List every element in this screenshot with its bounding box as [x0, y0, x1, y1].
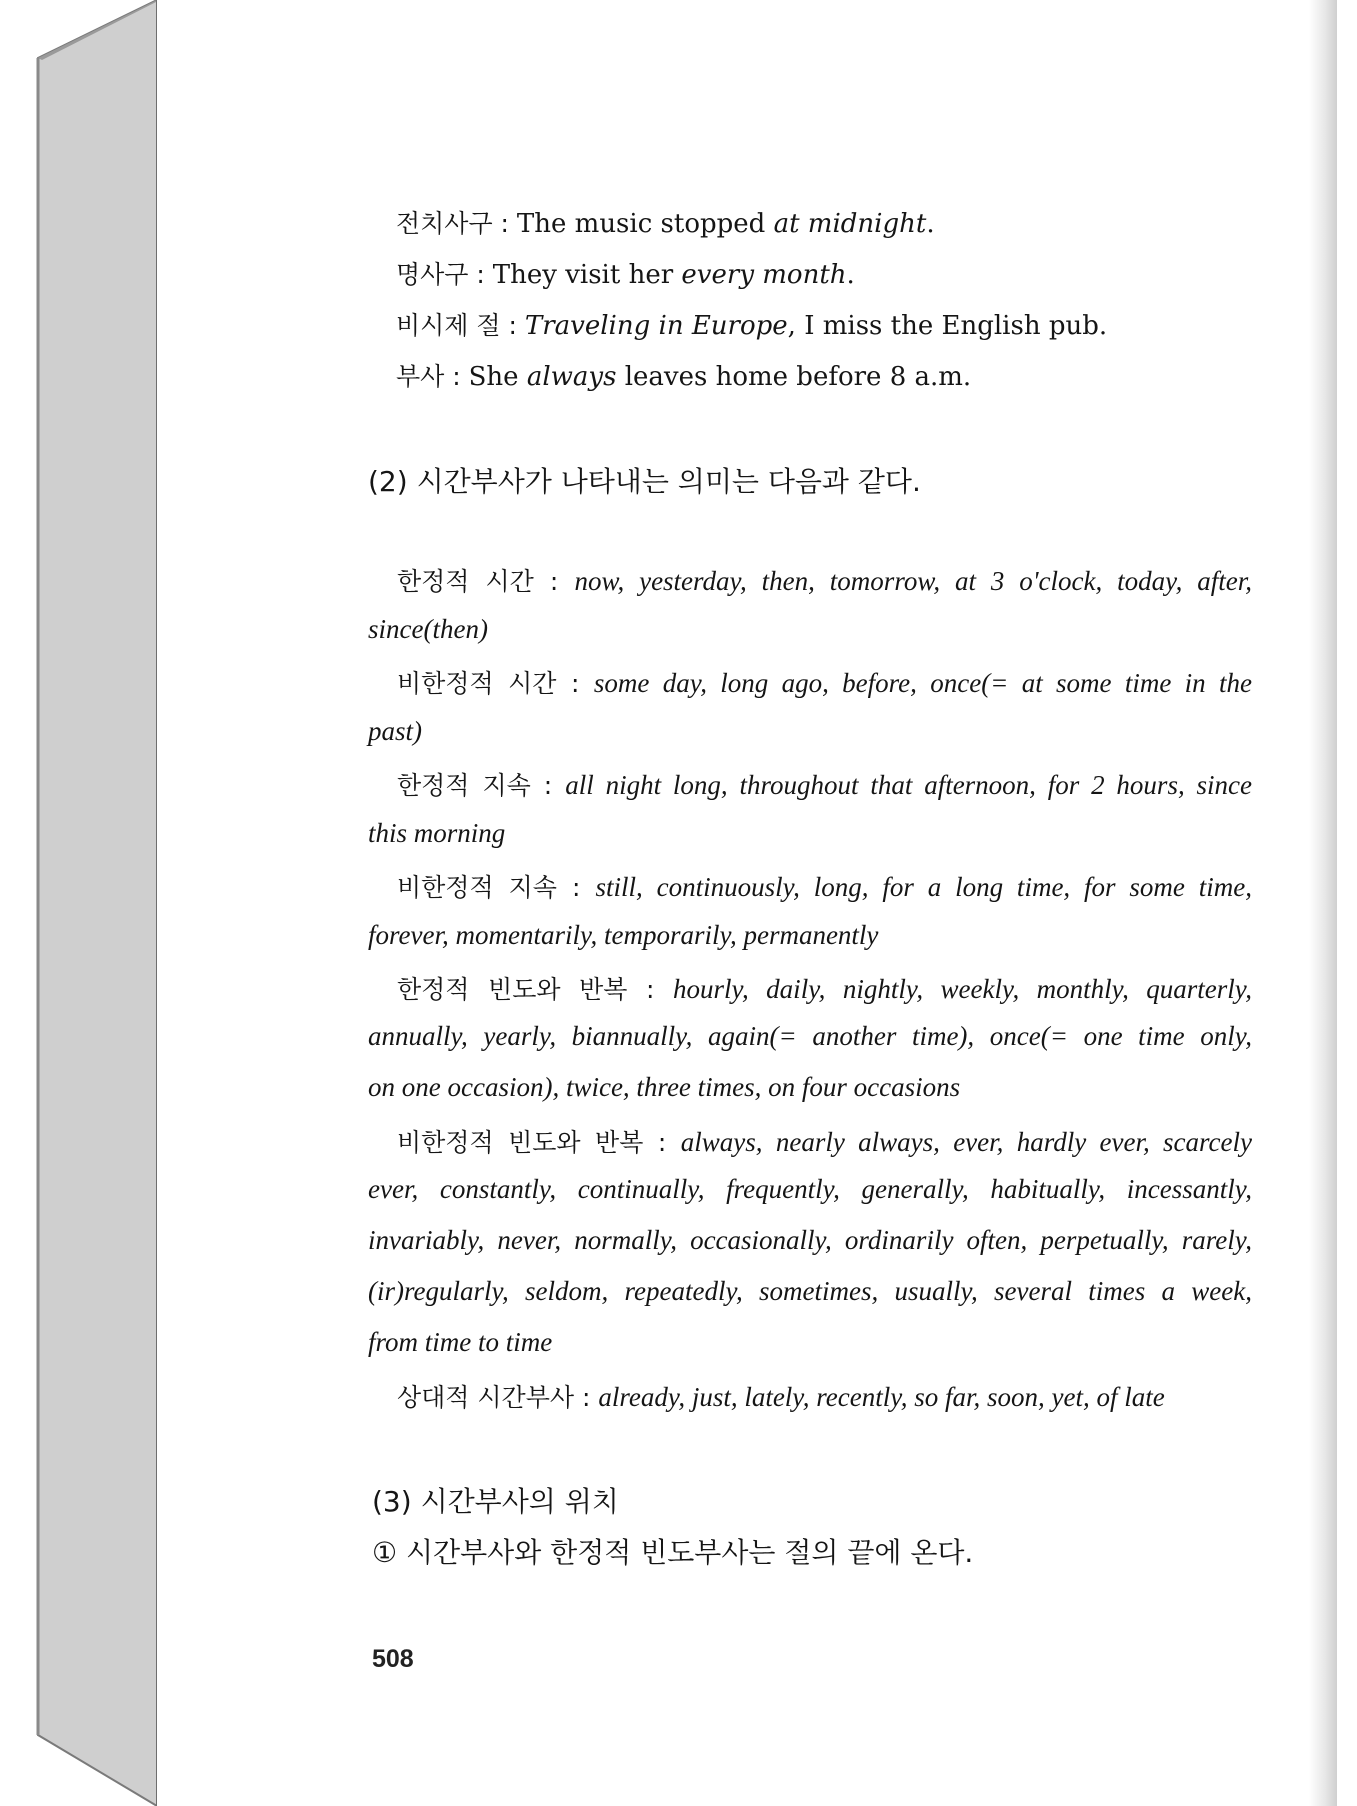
definition-line: past)	[368, 716, 422, 746]
definition-line: 한정적 빈도와 반복 : hourly, daily, nightly, weekly, monthly, quarterly,	[397, 974, 1252, 1004]
definition-line: since(then)	[368, 614, 488, 644]
definition-line: 한정적 지속 : all night long, throughout that afternoon, for 2 hours, since	[397, 770, 1253, 800]
example-label: 비시제 절 :	[396, 311, 525, 340]
example-text: She always leaves home before 8 a.m.	[468, 362, 972, 392]
page-number: 508	[372, 1645, 414, 1673]
example-label: 부사 :	[396, 362, 469, 391]
section-heading: (3) 시간부사의 위치	[372, 1485, 619, 1518]
definition-line: from time to time	[368, 1327, 553, 1357]
example-line	[396, 357, 971, 393]
definition-line: this morning	[368, 818, 506, 848]
definition-line: ever, constantly, continually, frequently, generally, habitually, incessantly,	[368, 1174, 1252, 1204]
definition-line: 비한정적 지속 : still, continuously, long, for a long time, for some time,	[397, 872, 1252, 902]
section-subheading: ① 시간부사와 한정적 빈도부사는 절의 끝에 온다.	[372, 1536, 974, 1569]
example-line	[396, 204, 935, 240]
example-label: 명사구 :	[396, 260, 493, 289]
definition-line: 상대적 시간부사 : already, just, lately, recently, so far, soon, yet, of late	[397, 1382, 1165, 1412]
definition-line: forever, momentarily, temporarily, permanently	[368, 920, 879, 950]
example-text: They visit her every month.	[492, 260, 855, 290]
section-heading: (2) 시간부사가 나타내는 의미는 다음과 같다.	[368, 465, 921, 498]
page-edge-shadow	[1309, 0, 1337, 1806]
definition-line: 한정적 시간 : now, yesterday, then, tomorrow, at 3 o'clock, today, after,	[397, 566, 1252, 596]
example-text: Traveling in Europe, I miss the English pub.	[524, 311, 1108, 341]
example-line	[396, 306, 1107, 342]
example-label: 전치사구 :	[396, 209, 517, 238]
definition-line: (ir)regularly, seldom, repeatedly, sometimes, usually, several times a week,	[368, 1276, 1252, 1306]
definition-line: 비한정적 시간 : some day, long ago, before, once(= at some time in the	[397, 668, 1252, 698]
definition-line: 비한정적 빈도와 반복 : always, nearly always, ever, hardly ever, scarcely	[397, 1127, 1252, 1157]
example-text: The music stopped at midnight.	[516, 209, 935, 239]
definition-line: annually, yearly, biannually, again(= another time), once(= one time only,	[368, 1021, 1252, 1051]
definition-line: invariably, never, normally, occasionally, ordinarily often, perpetually, rarely,	[368, 1225, 1252, 1255]
example-line	[396, 255, 855, 291]
definition-line: on one occasion), twice, three times, on four occasions	[368, 1072, 961, 1102]
